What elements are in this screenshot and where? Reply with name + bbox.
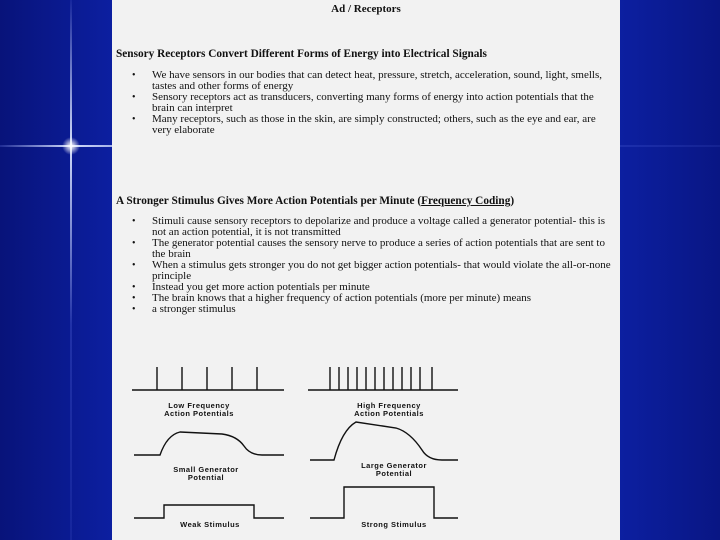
bullet-text: When a stimulus gets stronger you do not get bigger action potentials- that would violate the all-or-none principle	[152, 259, 611, 282]
high-frequency-trace	[308, 367, 458, 390]
bullet-text: Many receptors, such as those in the skin, are simply constructed; others, such as the eye and ear, are very elaborate	[152, 113, 596, 136]
decorative-vertical-line	[70, 0, 72, 540]
bullet-icon: •	[132, 238, 136, 249]
section2-bullet-list	[132, 216, 614, 315]
list-item	[132, 114, 614, 136]
bullet-text: Stimuli cause sensory receptors to depolarize and produce a voltage called a generator potential- this is not an action potential, it is not transmitted	[152, 215, 605, 238]
slide-background-left	[0, 0, 112, 540]
slide-background-right	[620, 0, 720, 540]
bullet-text: Sensory receptors act as transducers, converting many forms of energy into action potentials that the brain can interpret	[152, 91, 594, 114]
bullet-icon: •	[132, 304, 136, 315]
bullet-icon: •	[132, 216, 136, 227]
bullet-text: We have sensors in our bodies that can detect heat, pressure, stretch, acceleration, sound, light, smells, tastes and other forms of energy	[152, 69, 602, 92]
bullet-text: The generator potential causes the sensory nerve to produce a series of action potentials that are sent to the brain	[152, 237, 605, 260]
section2-heading-text: A Stronger Stimulus Gives More Action Potentials per Minute (	[116, 195, 422, 207]
section1-bullet-list	[132, 70, 614, 136]
list-item	[132, 260, 614, 282]
frequency-coding-diagram	[112, 360, 620, 540]
strong-stimulus-label: Strong Stimulus	[361, 520, 427, 529]
section2-heading	[116, 195, 514, 207]
bullet-icon: •	[132, 92, 136, 103]
bullet-text: The brain knows that a higher frequency of action potentials (more per minute) means	[152, 292, 532, 304]
bullet-icon: •	[132, 260, 136, 271]
list-item	[132, 304, 614, 315]
bullet-icon: •	[132, 70, 136, 81]
large-generator-potential-curve	[310, 422, 458, 460]
bullet-text: a stronger stimulus	[152, 303, 236, 315]
bullet-icon: •	[132, 114, 136, 125]
frequency-coding-link: Frequency Coding	[421, 195, 511, 207]
list-item	[132, 238, 614, 260]
page-title: Ad / Receptors	[331, 3, 401, 15]
section2-heading-end: )	[510, 195, 515, 207]
high-frequency-label: High Frequency Action Potentials	[354, 401, 424, 418]
low-frequency-label: Low Frequency Action Potentials	[164, 401, 234, 418]
bullet-text: Instead you get more action potentials per minute	[152, 281, 370, 293]
small-generator-label: Small Generator Potential	[173, 465, 239, 482]
list-item	[132, 70, 614, 92]
bullet-icon: •	[132, 293, 136, 304]
weak-stimulus-label: Weak Stimulus	[180, 520, 240, 529]
low-frequency-trace	[132, 367, 284, 390]
large-generator-label: Large Generator Potential	[361, 461, 427, 478]
section1-heading: Sensory Receptors Convert Different Forms of Energy into Electrical Signals	[116, 48, 487, 60]
frequency-coding-figure	[112, 360, 620, 540]
scanned-document-page	[112, 0, 620, 540]
strong-stimulus-trace	[310, 487, 458, 518]
small-generator-potential-curve	[134, 432, 284, 455]
sparkle-icon	[62, 137, 80, 155]
list-item	[132, 216, 614, 238]
list-item	[132, 92, 614, 114]
bullet-icon: •	[132, 282, 136, 293]
weak-stimulus-trace	[134, 505, 284, 518]
